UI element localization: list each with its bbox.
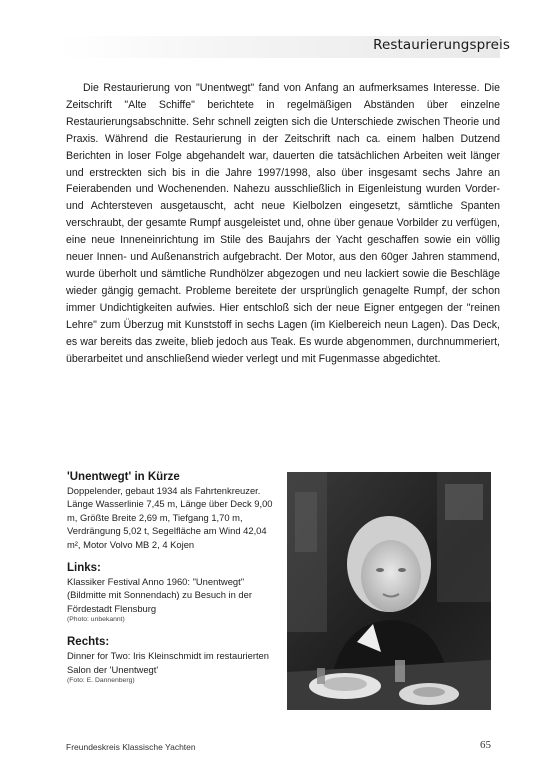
info-box-title: 'Unentwegt' in Kürze [67, 471, 180, 483]
salon-photo [287, 472, 491, 710]
page-number: 65 [480, 739, 491, 751]
page-title: Restaurierungspreis [373, 37, 510, 53]
caption-right-heading: Rechts: [67, 636, 110, 649]
boat-specs: Doppelender, gebaut 1934 als Fahrtenkreuzer. Länge Wasserlinie 7,45 m, Länge über Deck 9,00 m, Größte Breite 2,69 m, Tiefgang 1,70 m, Verdrängung 5,02 t, Segelfläche am Wind 42,04 m², Motor Volvo MB 2, 4 Kojen [67, 485, 273, 550]
footer-publisher: Freundeskreis Klassische Yachten [66, 742, 196, 752]
caption-right-text: Dinner for Two: Iris Kleinschmidt im restaurierten Salon der 'Unentwegt' [67, 650, 269, 675]
salon-photo-image [287, 472, 491, 710]
caption-right-credit: (Foto: E. Dannenberg) [67, 677, 135, 685]
caption-left-heading: Links: [67, 562, 101, 575]
caption-left-text: Klassiker Festival Anno 1960: "Unentwegt" (Bildmitte mit Sonnendach) zu Besuch in der Fördestadt Flensburg [67, 576, 252, 614]
article-body: Die Restaurierung von "Unentwegt" fand von Anfang an aufmerksames Interesse. Die Zeitschrift "Alte Schiffe" berichtete in regelmäßigen Abständen über einzelne Restaurierungsabschnitte. Sehr schnell zeigten sich die Unterschiede zwischen Theorie und Praxis. Während die Restaurierung in der Zeitschrift nach ca. einem halben Dutzend Berichten in loser Folge abgehandelt war, dauerten die tatsächlichen Arbeiten weit länger und erstreckten sich bis in die Jahre 1997/1998, also über insgesamt sechs Jahre an Feierabenden und Wochenenden. Nahezu ausschließlich in Eigenleistung wurden Vorder- und Achtersteven ausgetauscht, acht neue Kielbolzen eingesetzt, sämtliche Spanten verschraubt, der gesamte Rumpf ausgeleistet und, ohne über genaue Vorbilder zu verfügen, eine neue Inneneinrichtung im Stile des Baujahrs der Yacht geschaffen sowie ein völlig neuer Innen- und Außenanstrich aufgebracht. Der Motor, aus den 60ger Jahren stammend, wurde überholt und sämtliche Rundhölzer abgezogen und neu lackiert sowie die Beschläge wieder gängig gemacht. Probleme bereitete der ursprünglich genagelte Rumpf, der schon immer Undichtigkeiten aufwies. Hier entschloß sich der neue Eigner entgegen der "reinen Lehre" zum Überzug mit Kunststoff in sechs Lagen (im Kielbereich neun Lagen). Das Deck, es war bereits das zweite, blieb jedoch aus Teak. Es wurde abgenommen, durchnummeriert, überarbeitet und anschließend wieder verlegt und mit Fugenmasse abgedichtet. [66, 82, 500, 365]
info-box [67, 470, 281, 686]
caption-left-credit: (Photo: unbekannt) [67, 616, 125, 624]
